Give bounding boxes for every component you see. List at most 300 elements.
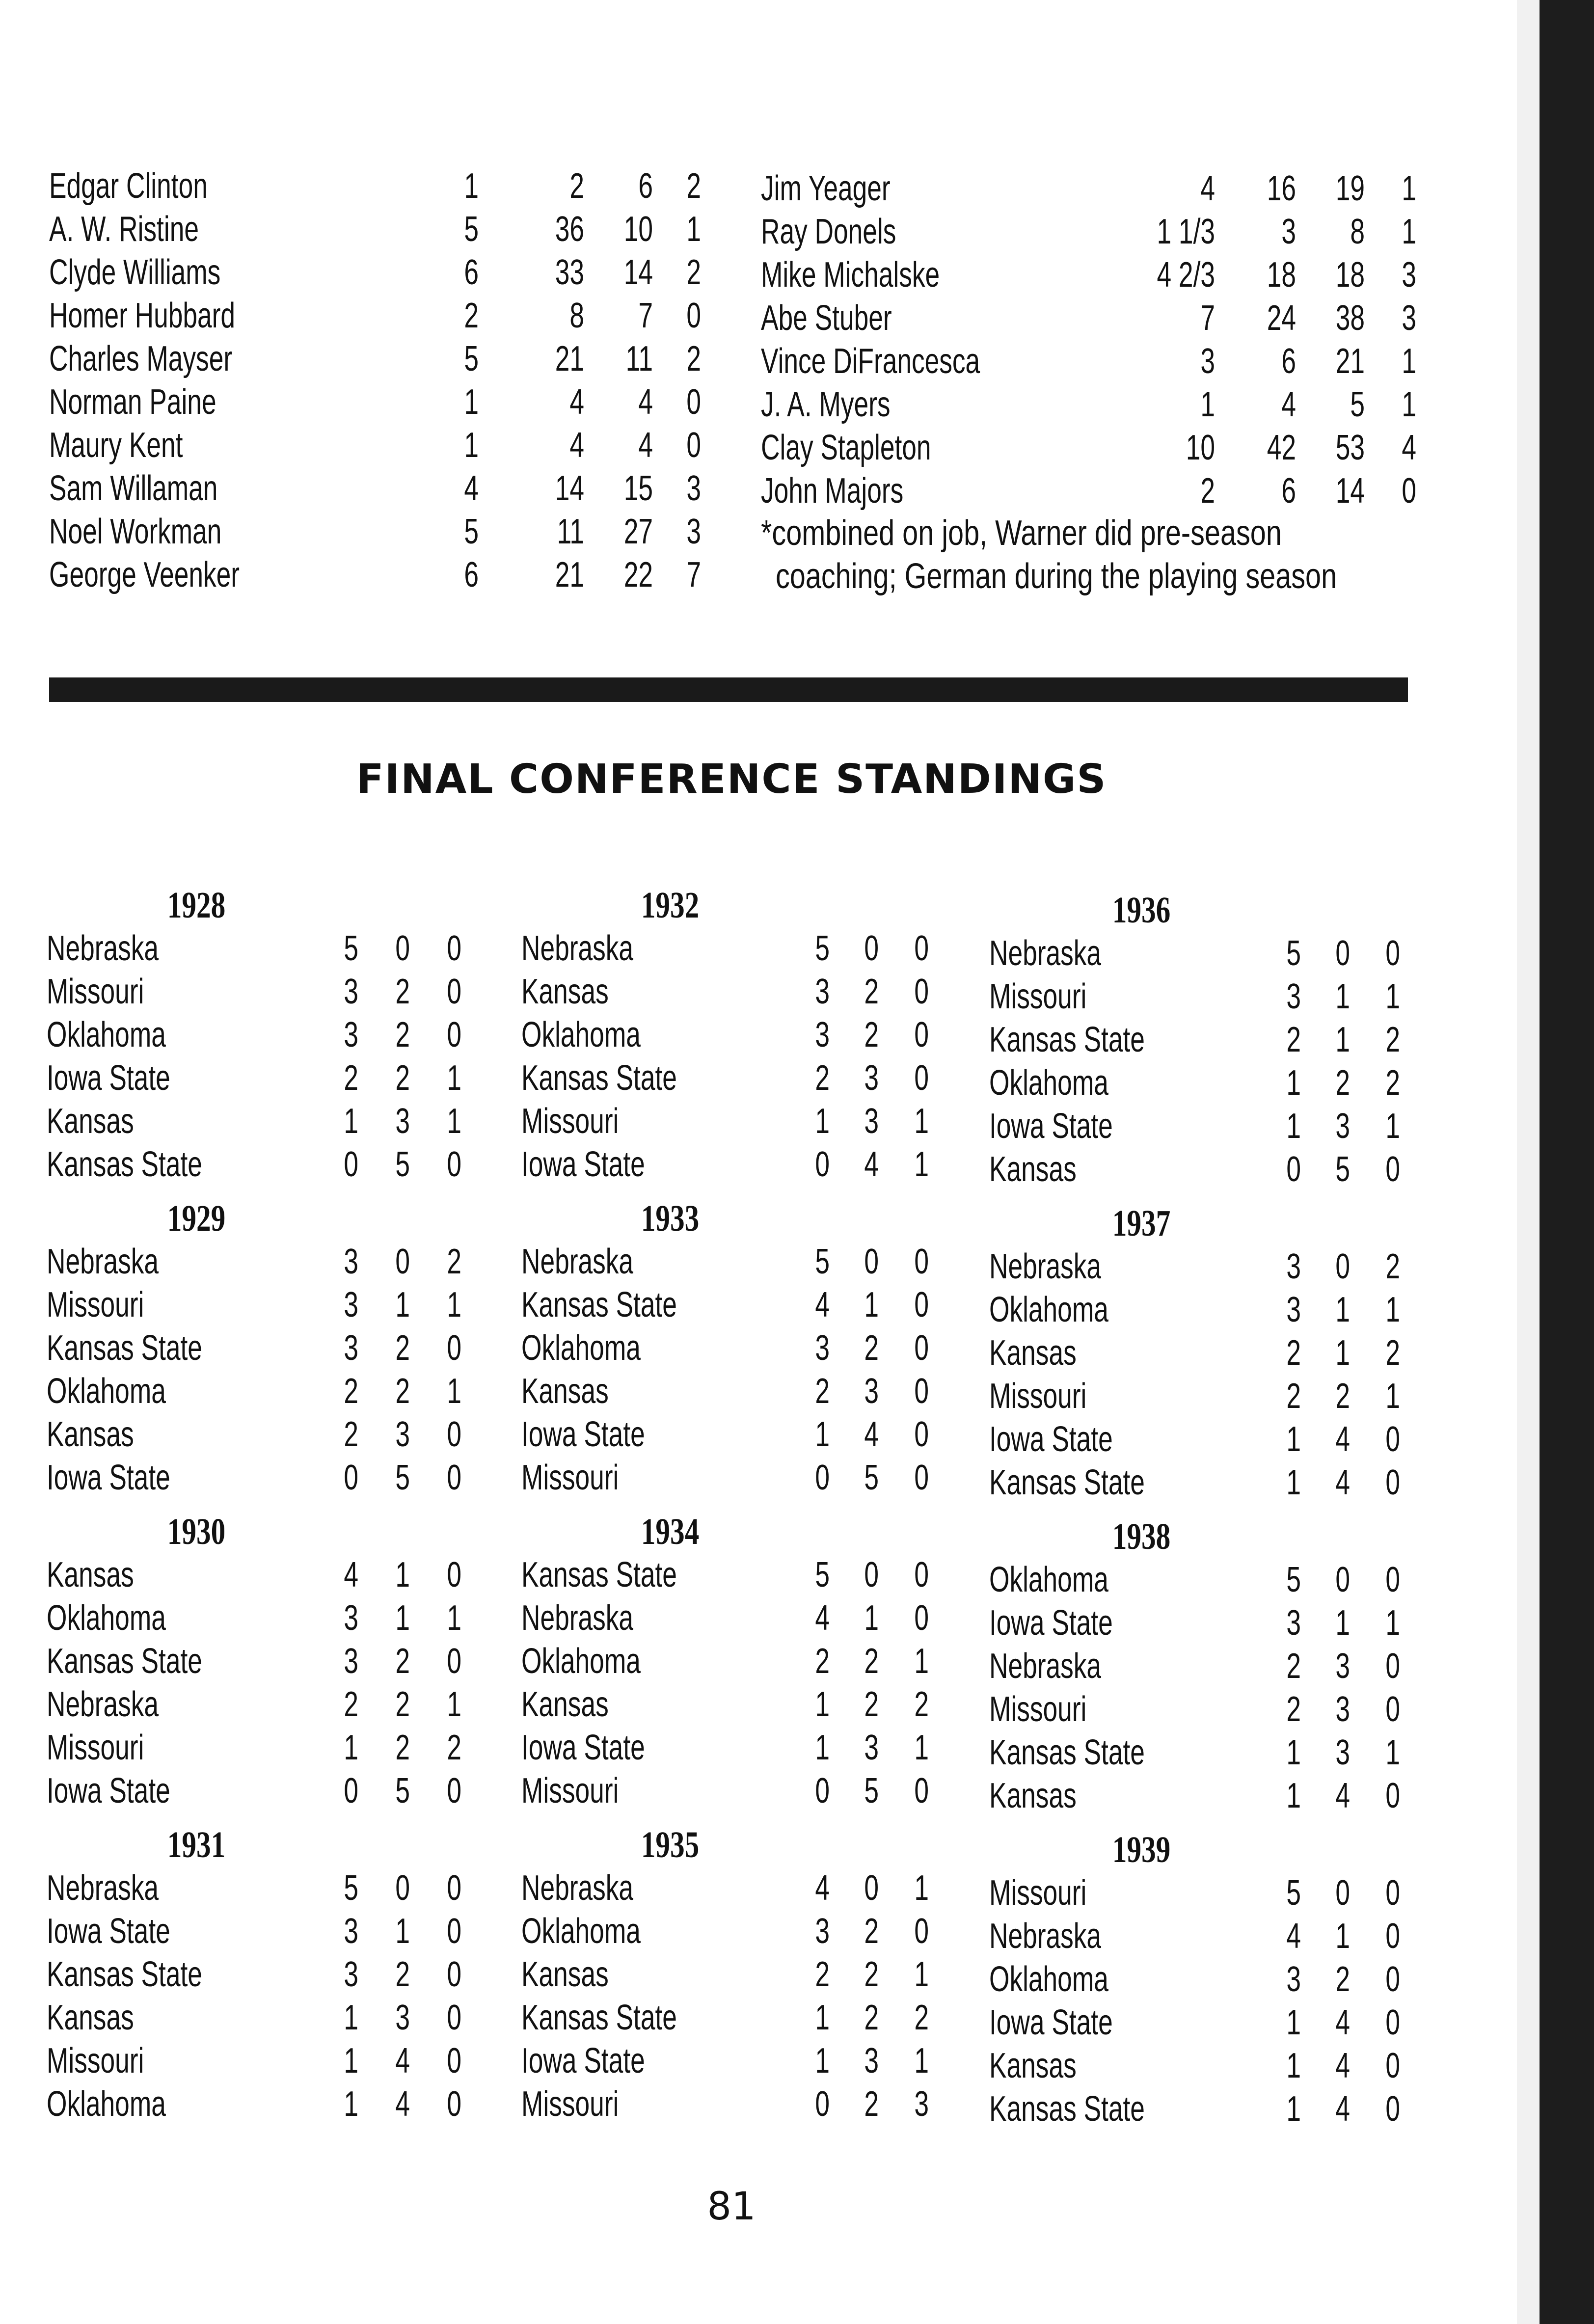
losses: 4	[395, 2084, 410, 2124]
season-year: 1934	[641, 1511, 700, 1552]
team-name: Kansas	[989, 1776, 1077, 1815]
ties: 0	[447, 1868, 461, 1908]
team-name: Missouri	[989, 1690, 1087, 1729]
wins: 1	[1286, 1420, 1301, 1459]
ties: 3	[914, 2084, 929, 2124]
team-name: Missouri	[521, 1102, 619, 1141]
coach-value: 22	[623, 555, 653, 595]
ties: 2	[1385, 1333, 1400, 1373]
coach-value: 0	[686, 426, 701, 465]
coach-name: Abe Stuber	[761, 298, 892, 338]
ties: 0	[447, 1771, 461, 1811]
ties: 1	[914, 2041, 929, 2081]
coach-value: 1 1/3	[1157, 212, 1215, 251]
wins: 0	[344, 1458, 358, 1497]
wins: 5	[815, 1555, 830, 1594]
wins: 3	[815, 972, 830, 1011]
wins: 2	[815, 1058, 830, 1098]
ties: 0	[1385, 1873, 1400, 1913]
losses: 2	[1335, 1960, 1350, 1999]
losses: 5	[395, 1771, 410, 1811]
ties: 0	[447, 1998, 461, 2037]
team-name: Oklahoma	[989, 1960, 1108, 1999]
coach-name: Jim Yeager	[761, 169, 891, 208]
team-name: Missouri	[521, 1771, 619, 1811]
wins: 1	[1286, 2003, 1301, 2042]
losses: 2	[864, 1955, 879, 1994]
ties: 0	[1385, 1960, 1400, 1999]
coach-value: 0	[686, 296, 701, 335]
season-year: 1932	[641, 885, 700, 926]
losses: 0	[1335, 1247, 1350, 1286]
ties: 0	[1385, 2089, 1400, 2129]
ties: 0	[1385, 1917, 1400, 1956]
wins: 3	[815, 1328, 830, 1368]
team-name: Oklahoma	[521, 1328, 641, 1368]
losses: 1	[1335, 1603, 1350, 1643]
wins: 0	[815, 1458, 830, 1497]
team-name: Nebraska	[521, 1868, 634, 1908]
losses: 3	[864, 1058, 879, 1098]
losses: 4	[395, 2041, 410, 2081]
losses: 2	[864, 1328, 879, 1368]
team-name: Nebraska	[521, 929, 634, 968]
coach-value: 4 2/3	[1157, 255, 1215, 295]
ties: 1	[447, 1102, 461, 1141]
coach-value: 21	[555, 339, 584, 378]
coach-value: 1	[464, 426, 479, 465]
ties: 0	[1385, 1150, 1400, 1189]
wins: 2	[1286, 1020, 1301, 1059]
wins: 2	[1286, 1647, 1301, 1686]
coach-value: 18	[1335, 255, 1365, 295]
coach-value: 4	[569, 382, 584, 422]
coach-value: 4	[1200, 169, 1215, 208]
coach-value: 3	[1402, 298, 1416, 338]
team-name: Kansas	[47, 1415, 134, 1454]
team-name: Oklahoma	[521, 1642, 641, 1681]
losses: 5	[1335, 1150, 1350, 1189]
losses: 2	[395, 1328, 410, 1368]
wins: 0	[815, 2084, 830, 2124]
coach-value: 4	[569, 426, 584, 465]
coach-name: A. W. Ristine	[49, 210, 199, 249]
coach-value: 3	[686, 512, 701, 551]
season-year: 1930	[167, 1511, 226, 1552]
coach-value: 4	[638, 382, 653, 422]
wins: 2	[1286, 1690, 1301, 1729]
coach-value: 2	[569, 166, 584, 206]
ties: 0	[914, 1372, 929, 1411]
wins: 5	[344, 929, 358, 968]
coach-value: 21	[555, 555, 584, 595]
losses: 2	[864, 1685, 879, 1724]
coach-name: Norman Paine	[49, 382, 216, 422]
ties: 2	[914, 1998, 929, 2037]
ties: 1	[914, 1145, 929, 1184]
coach-name: Mike Michalske	[761, 255, 940, 295]
wins: 2	[344, 1058, 358, 1098]
coach-value: 5	[1350, 385, 1365, 424]
losses: 2	[395, 1685, 410, 1724]
wins: 5	[344, 1868, 358, 1908]
team-name: Missouri	[521, 1458, 619, 1497]
ties: 1	[914, 1728, 929, 1767]
ties: 0	[447, 1555, 461, 1594]
ties: 0	[914, 1555, 929, 1594]
losses: 0	[1335, 934, 1350, 973]
wins: 1	[1286, 2089, 1301, 2129]
ties: 0	[1385, 1560, 1400, 1599]
wins: 5	[1286, 1560, 1301, 1599]
wins: 3	[344, 972, 358, 1011]
wins: 1	[344, 2041, 358, 2081]
coach-name: Clyde Williams	[49, 253, 221, 292]
footnote-line-2: coaching; German during the playing season	[776, 557, 1337, 596]
team-name: Oklahoma	[47, 1372, 166, 1411]
losses: 3	[864, 2041, 879, 2081]
ties: 0	[447, 1145, 461, 1184]
losses: 2	[864, 1015, 879, 1054]
coach-value: 1	[1402, 169, 1416, 208]
coach-value: 8	[1350, 212, 1365, 251]
coach-name: Clay Stapleton	[761, 428, 931, 467]
coach-value: 6	[1281, 342, 1296, 381]
losses: 2	[395, 1372, 410, 1411]
coach-value: 42	[1267, 428, 1296, 467]
team-name: Nebraska	[989, 934, 1102, 973]
losses: 3	[864, 1372, 879, 1411]
losses: 0	[864, 929, 879, 968]
team-name: Iowa State	[47, 1912, 170, 1951]
coach-value: 1	[464, 382, 479, 422]
coach-name: John Majors	[761, 471, 904, 511]
coach-value: 14	[1335, 471, 1365, 511]
coach-name: Charles Mayser	[49, 339, 233, 378]
wins: 0	[815, 1145, 830, 1184]
team-name: Oklahoma	[47, 2084, 166, 2124]
coach-value: 15	[623, 469, 653, 508]
team-name: Kansas State	[521, 1998, 677, 2037]
ties: 0	[1385, 2046, 1400, 2085]
team-name: Missouri	[989, 1873, 1087, 1913]
page-edge-shadow	[1517, 0, 1540, 2324]
wins: 3	[344, 1328, 358, 1368]
coach-value: 7	[686, 555, 701, 595]
coach-value: 5	[464, 512, 479, 551]
ties: 0	[914, 1015, 929, 1054]
coach-name: Noel Workman	[49, 512, 222, 551]
wins: 2	[815, 1642, 830, 1681]
coach-value: 4	[1402, 428, 1416, 467]
season-year: 1938	[1112, 1516, 1171, 1557]
wins: 2	[1286, 1333, 1301, 1373]
losses: 1	[395, 1285, 410, 1324]
ties: 2	[447, 1728, 461, 1767]
team-name: Oklahoma	[521, 1015, 641, 1054]
ties: 1	[1385, 1290, 1400, 1329]
losses: 0	[864, 1555, 879, 1594]
ties: 0	[447, 1328, 461, 1368]
team-name: Kansas	[989, 1150, 1077, 1189]
team-name: Oklahoma	[989, 1063, 1108, 1103]
losses: 4	[1335, 2003, 1350, 2042]
team-name: Kansas	[989, 2046, 1077, 2085]
ties: 0	[914, 1912, 929, 1951]
wins: 1	[815, 1728, 830, 1767]
coach-value: 1	[1402, 385, 1416, 424]
team-name: Kansas State	[989, 1020, 1145, 1059]
losses: 3	[395, 1102, 410, 1141]
coach-value: 7	[1200, 298, 1215, 338]
ties: 1	[1385, 1107, 1400, 1146]
ties: 2	[1385, 1020, 1400, 1059]
wins: 3	[815, 1015, 830, 1054]
team-name: Oklahoma	[989, 1560, 1108, 1599]
wins: 1	[1286, 1776, 1301, 1815]
coach-value: 2	[686, 253, 701, 292]
losses: 2	[395, 1642, 410, 1681]
losses: 1	[395, 1598, 410, 1638]
ties: 1	[447, 1598, 461, 1638]
ties: 0	[447, 1912, 461, 1951]
ties: 1	[1385, 1733, 1400, 1772]
team-name: Iowa State	[989, 2003, 1113, 2042]
losses: 2	[864, 972, 879, 1011]
team-name: Kansas State	[989, 2089, 1145, 2129]
coach-value: 19	[1335, 169, 1365, 208]
team-name: Kansas State	[989, 1463, 1145, 1502]
ties: 0	[914, 1458, 929, 1497]
wins: 3	[344, 1955, 358, 1994]
coach-value: 11	[625, 339, 653, 378]
ties: 0	[447, 1458, 461, 1497]
wins: 1	[1286, 2046, 1301, 2085]
coach-value: 38	[1335, 298, 1365, 338]
coach-value: 1	[1402, 212, 1416, 251]
team-name: Missouri	[989, 1377, 1087, 1416]
coach-value: 5	[464, 210, 479, 249]
team-name: Kansas	[521, 972, 609, 1011]
ties: 0	[914, 1328, 929, 1368]
team-name: Kansas State	[521, 1058, 677, 1098]
wins: 3	[344, 1015, 358, 1054]
team-name: Kansas State	[989, 1733, 1145, 1772]
losses: 3	[864, 1728, 879, 1767]
losses: 3	[1335, 1690, 1350, 1729]
season-year: 1928	[167, 885, 226, 926]
ties: 0	[914, 1415, 929, 1454]
wins: 1	[815, 1102, 830, 1141]
team-name: Missouri	[47, 972, 144, 1011]
coach-value: 4	[464, 469, 479, 508]
wins: 2	[815, 1955, 830, 1994]
team-name: Nebraska	[989, 1247, 1102, 1286]
ties: 0	[914, 1242, 929, 1281]
team-name: Iowa State	[989, 1107, 1113, 1146]
team-name: Kansas State	[47, 1642, 202, 1681]
coach-value: 53	[1335, 428, 1365, 467]
coach-value: 14	[555, 469, 584, 508]
team-name: Oklahoma	[521, 1912, 641, 1951]
coach-value: 24	[1267, 298, 1296, 338]
ties: 1	[447, 1285, 461, 1324]
coach-value: 8	[569, 296, 584, 335]
ties: 0	[1385, 2003, 1400, 2042]
team-name: Kansas	[47, 1555, 134, 1594]
losses: 1	[864, 1598, 879, 1638]
team-name: Nebraska	[521, 1598, 634, 1638]
losses: 1	[1335, 1333, 1350, 1373]
losses: 4	[864, 1145, 879, 1184]
wins: 1	[344, 1998, 358, 2037]
wins: 2	[815, 1372, 830, 1411]
losses: 0	[1335, 1560, 1350, 1599]
section-divider	[49, 677, 1408, 702]
losses: 4	[1335, 1776, 1350, 1815]
team-name: Kansas	[521, 1955, 609, 1994]
losses: 2	[395, 1955, 410, 1994]
wins: 1	[344, 1728, 358, 1767]
team-name: Oklahoma	[989, 1290, 1108, 1329]
coach-value: 2	[686, 166, 701, 206]
team-name: Kansas	[521, 1685, 609, 1724]
ties: 0	[1385, 934, 1400, 973]
wins: 4	[344, 1555, 358, 1594]
wins: 1	[1286, 1063, 1301, 1103]
wins: 5	[1286, 1873, 1301, 1913]
team-name: Nebraska	[521, 1242, 634, 1281]
coach-name: J. A. Myers	[761, 385, 891, 424]
losses: 3	[1335, 1107, 1350, 1146]
coach-value: 33	[555, 253, 584, 292]
ties: 1	[447, 1372, 461, 1411]
ties: 2	[1385, 1247, 1400, 1286]
wins: 4	[815, 1868, 830, 1908]
team-name: Kansas State	[521, 1555, 677, 1594]
ties: 0	[1385, 1463, 1400, 1502]
section-title: FINAL CONFERENCE STANDINGS	[356, 756, 1107, 803]
wins: 3	[1286, 1603, 1301, 1643]
wins: 1	[1286, 1107, 1301, 1146]
page-number: 81	[707, 2185, 756, 2229]
losses: 3	[395, 1998, 410, 2037]
losses: 1	[395, 1912, 410, 1951]
team-name: Iowa State	[47, 1458, 170, 1497]
coach-value: 1	[686, 210, 701, 249]
coach-value: 1	[1402, 342, 1416, 381]
team-name: Iowa State	[989, 1603, 1113, 1643]
coach-value: 10	[1186, 428, 1215, 467]
losses: 3	[395, 1415, 410, 1454]
footnote-line-1: *combined on job, Warner did pre-season	[761, 513, 1282, 553]
losses: 1	[1335, 1917, 1350, 1956]
wins: 3	[344, 1912, 358, 1951]
wins: 3	[1286, 1247, 1301, 1286]
team-name: Oklahoma	[47, 1015, 166, 1054]
page-edge-binding	[1540, 0, 1594, 2324]
team-name: Nebraska	[47, 929, 159, 968]
wins: 3	[815, 1912, 830, 1951]
team-name: Iowa State	[989, 1420, 1113, 1459]
team-name: Kansas	[47, 1102, 134, 1141]
ties: 1	[914, 1955, 929, 1994]
team-name: Iowa State	[521, 1145, 645, 1184]
coach-value: 0	[686, 382, 701, 422]
team-name: Iowa State	[521, 1415, 645, 1454]
losses: 5	[864, 1458, 879, 1497]
ties: 0	[447, 1015, 461, 1054]
team-name: Nebraska	[989, 1917, 1102, 1956]
wins: 1	[815, 2041, 830, 2081]
wins: 1	[815, 1685, 830, 1724]
ties: 1	[914, 1102, 929, 1141]
wins: 1	[344, 1102, 358, 1141]
wins: 3	[1286, 1290, 1301, 1329]
coach-value: 6	[638, 166, 653, 206]
wins: 0	[1286, 1150, 1301, 1189]
wins: 5	[815, 929, 830, 968]
losses: 0	[395, 1242, 410, 1281]
ties: 1	[447, 1058, 461, 1098]
team-name: Nebraska	[47, 1685, 159, 1724]
losses: 4	[1335, 2046, 1350, 2085]
losses: 1	[1335, 977, 1350, 1016]
coach-name: Homer Hubbard	[49, 296, 236, 335]
wins: 3	[344, 1598, 358, 1638]
losses: 5	[864, 1771, 879, 1811]
ties: 0	[447, 2084, 461, 2124]
losses: 3	[864, 1102, 879, 1141]
coach-value: 6	[1281, 471, 1296, 511]
team-name: Kansas State	[521, 1285, 677, 1324]
season-year: 1935	[641, 1824, 700, 1865]
wins: 0	[344, 1771, 358, 1811]
ties: 0	[447, 929, 461, 968]
team-name: Kansas	[521, 1372, 609, 1411]
ties: 0	[914, 1598, 929, 1638]
ties: 0	[1385, 1776, 1400, 1815]
losses: 2	[1335, 1063, 1350, 1103]
losses: 1	[864, 1285, 879, 1324]
team-name: Kansas	[47, 1998, 134, 2037]
ties: 0	[914, 1771, 929, 1811]
losses: 0	[395, 1868, 410, 1908]
ties: 0	[914, 1285, 929, 1324]
coach-value: 4	[638, 426, 653, 465]
team-name: Iowa State	[47, 1058, 170, 1098]
coach-value: 18	[1267, 255, 1296, 295]
team-name: Oklahoma	[47, 1598, 166, 1638]
ties: 0	[914, 1058, 929, 1098]
coach-value: 0	[1402, 471, 1416, 511]
wins: 2	[344, 1685, 358, 1724]
ties: 2	[914, 1685, 929, 1724]
ties: 1	[1385, 1377, 1400, 1416]
coach-value: 3	[1402, 255, 1416, 295]
ties: 0	[914, 972, 929, 1011]
wins: 4	[815, 1598, 830, 1638]
team-name: Missouri	[989, 977, 1087, 1016]
season-year: 1936	[1112, 890, 1171, 931]
wins: 1	[815, 1998, 830, 2037]
losses: 3	[1335, 1733, 1350, 1772]
wins: 3	[344, 1242, 358, 1281]
coach-value: 1	[1200, 385, 1215, 424]
losses: 4	[1335, 1463, 1350, 1502]
coach-name: Maury Kent	[49, 426, 183, 465]
ties: 1	[1385, 1603, 1400, 1643]
